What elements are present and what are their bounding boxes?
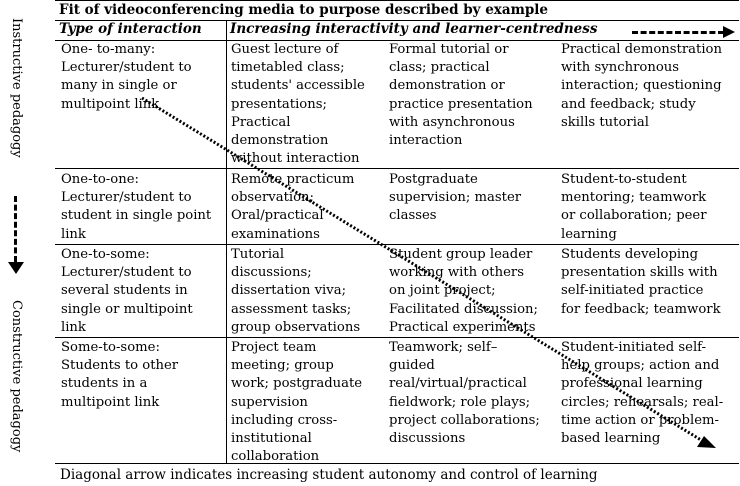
row-type-some-to-some: Some-to-some: Students to other students in a multipoint link — [61, 340, 179, 410]
table-cell: Student group leader working with others on joint project; Facilitated discussion; Practical experiments — [389, 247, 538, 335]
table-cell: Project team meeting; group work; postgraduate supervision including cross- institutional collaboration — [231, 340, 363, 465]
constructive-pedagogy-label: Constructive pedagogy — [9, 300, 24, 453]
row-type-one-to-some: One-to-some: Lecturer/student to several students in single or multipoint link — [61, 247, 193, 335]
col-header-interactivity: Increasing interactivity and learner-centredness — [230, 21, 598, 37]
col-header-type: Type of interaction — [59, 21, 202, 37]
table-title: Fit of videoconferencing media to purpose described by example — [59, 2, 549, 18]
table-cell: Remote practicum observation; Oral/practical examinations — [231, 172, 355, 242]
table-cell: Student-to-student mentoring; teamwork or collaboration; peer learning — [561, 172, 707, 242]
table-cell: Practical demonstration with synchronous interaction; questioning and feedback; study skills tutorial — [561, 42, 722, 130]
instructive-pedagogy-label: Instructive pedagogy — [9, 18, 24, 158]
table-cell: Teamwork; self– guided real/virtual/practical fieldwork; role plays; project collaborations; discussions — [389, 340, 540, 447]
table-cell: Tutorial discussions; dissertation viva; assessment tasks; group observations — [231, 247, 361, 335]
table-cell: Formal tutorial or class; practical demonstration or practice presentation with asynchronous interaction — [389, 42, 533, 149]
row-type-one-to-one: One-to-one: Lecturer/student to student in single point link — [61, 172, 212, 242]
diagonal-arrow-line — [142, 98, 701, 440]
table-cell: Students developing presentation skills with self-initiated practice for feedback; teamwork — [561, 247, 721, 317]
table-cell: Postgraduate supervision; master classes — [389, 172, 522, 224]
row-type-one-to-many: One- to-many: Lecturer/student to many in single or multipoint link — [61, 42, 192, 112]
table-cell: Student-initiated self- help groups; action and professional learning circles; rehearsals; real- time action or problem- based learning — [561, 340, 724, 447]
table-footnote: Diagonal arrow indicates increasing student autonomy and control of learning — [60, 467, 598, 483]
table-cell: Guest lecture of timetabled class; students' accessible presentations; Practical demonstration without interaction — [231, 42, 365, 167]
